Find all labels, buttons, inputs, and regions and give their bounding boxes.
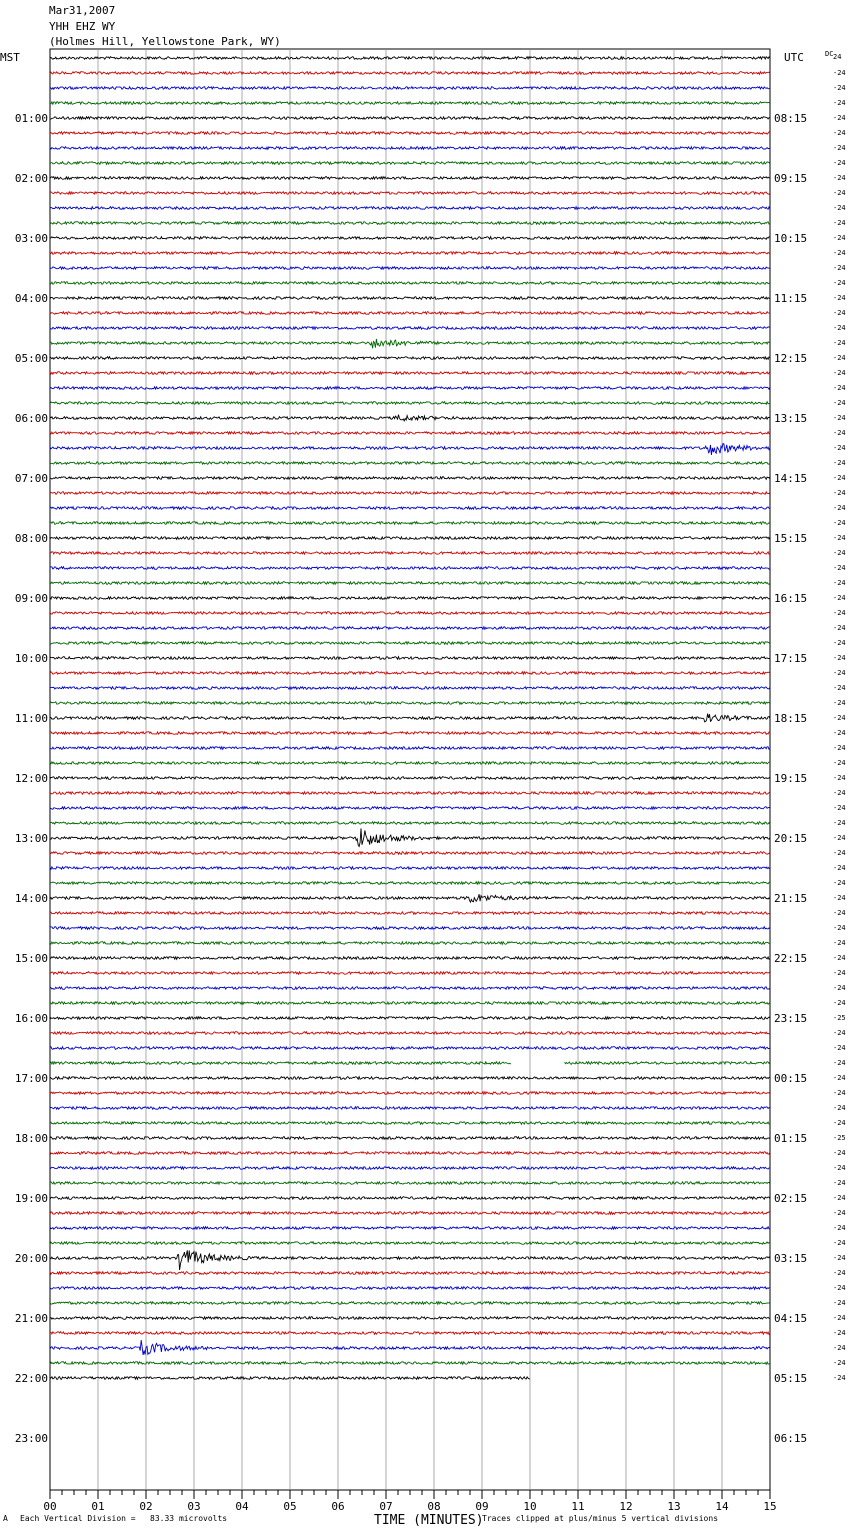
dc-offset-label: -24 <box>833 1194 846 1202</box>
dc-offset-label: -24 <box>833 399 846 407</box>
seismic-trace <box>50 1047 770 1050</box>
seismic-trace <box>50 162 770 165</box>
dc-offset-label: -24 <box>833 1164 846 1172</box>
seismic-trace <box>50 777 770 780</box>
right-hour-label: 18:15 <box>774 712 808 725</box>
dc-offset-label: -24 <box>833 1074 846 1082</box>
dc-offset-label: -24 <box>833 579 846 587</box>
right-hour-label: 23:15 <box>774 1012 808 1025</box>
dc-offset-label: -24 <box>833 309 846 317</box>
x-tick-label: 03 <box>187 1500 201 1513</box>
seismic-trace <box>50 1272 770 1275</box>
seismic-trace <box>50 282 770 285</box>
left-timezone-label: MST <box>0 51 20 64</box>
left-hour-label: 23:00 <box>14 1432 48 1445</box>
dc-offset-label: -24 <box>833 1209 846 1217</box>
dc-offset-label: -24 <box>833 594 846 602</box>
dc-offset-label: -24 <box>833 534 846 542</box>
dc-offset-label: -24 <box>833 1104 846 1112</box>
seismic-trace <box>50 762 770 765</box>
dc-offset-label: -24 <box>833 1044 846 1052</box>
seismic-trace <box>50 957 770 960</box>
dc-offset-label: -24 <box>833 1329 846 1337</box>
x-axis-title: TIME (MINUTES) <box>374 1513 484 1528</box>
dc-header-label: DC <box>825 50 834 58</box>
clip-note: Traces clipped at plus/minus 5 vertical divisions <box>482 1514 719 1523</box>
seismic-trace <box>50 1107 770 1110</box>
dc-offset-label: -24 <box>833 294 846 302</box>
seismic-trace <box>50 1167 770 1170</box>
dc-offset-label: -24 <box>833 549 846 557</box>
dc-offset-label: -24 <box>833 639 846 647</box>
dc-offset-label: -24 <box>833 384 846 392</box>
seismic-trace <box>50 552 770 555</box>
seismic-trace <box>50 387 770 390</box>
seismic-trace <box>50 1317 770 1320</box>
left-hour-label: 01:00 <box>14 112 48 125</box>
dc-offset-label: -24 <box>833 279 846 287</box>
dc-offset-label: -24 <box>833 804 846 812</box>
seismic-trace <box>50 912 770 915</box>
left-hour-label: 05:00 <box>14 352 48 365</box>
seismic-trace <box>50 102 770 105</box>
left-hour-label: 17:00 <box>14 1072 48 1085</box>
seismic-trace <box>50 237 770 240</box>
seismic-trace <box>50 987 770 990</box>
left-hour-label: 22:00 <box>14 1372 48 1385</box>
seismic-trace <box>50 192 770 195</box>
dc-offset-label: -24 <box>833 204 846 212</box>
dc-offset-label: -24 <box>833 1284 846 1292</box>
left-hour-label: 16:00 <box>14 1012 48 1025</box>
left-hour-label: 08:00 <box>14 532 48 545</box>
right-hour-label: 06:15 <box>774 1432 808 1445</box>
x-tick-label: 10 <box>523 1500 537 1513</box>
seismic-trace <box>50 1062 770 1065</box>
station-location: (Holmes Hill, Yellowstone Park, WY) <box>49 35 281 48</box>
right-timezone-label: UTC <box>784 51 804 64</box>
dc-offset-label: -24 <box>833 1374 846 1382</box>
dc-offset-label: -24 <box>833 834 846 842</box>
seismic-trace <box>50 252 770 255</box>
right-hour-label: 15:15 <box>774 532 808 545</box>
station-code: YHH EHZ WY <box>49 20 116 33</box>
seismic-trace <box>50 747 770 750</box>
right-hour-label: 00:15 <box>774 1072 808 1085</box>
seismic-trace <box>50 702 770 705</box>
seismic-trace <box>50 177 770 180</box>
dc-offset-label: -24 <box>833 114 846 122</box>
seismic-trace <box>50 1340 770 1355</box>
right-hour-label: 21:15 <box>774 892 808 905</box>
dc-offset-label: -24 <box>833 1029 846 1037</box>
seismic-trace <box>50 57 770 60</box>
right-hour-label: 13:15 <box>774 412 808 425</box>
dc-offset-label: -24 <box>833 774 846 782</box>
seismic-trace <box>50 867 770 870</box>
dc-offset-label: -24 <box>833 1119 846 1127</box>
left-hour-label: 14:00 <box>14 892 48 905</box>
dc-offset-label: -24 <box>833 369 846 377</box>
corner-mark: A <box>3 1514 8 1523</box>
seismic-trace <box>50 852 770 855</box>
seismic-trace <box>50 1077 770 1080</box>
seismic-trace <box>50 807 770 810</box>
x-tick-label: 02 <box>139 1500 153 1513</box>
dc-offset-label: -24 <box>833 219 846 227</box>
right-hour-label: 12:15 <box>774 352 808 365</box>
dc-offset-label: -24 <box>833 1254 846 1262</box>
x-tick-label: 08 <box>427 1500 441 1513</box>
dc-offset-label: -24 <box>833 1359 846 1367</box>
seismic-trace <box>50 582 770 585</box>
dc-offset-label: -24 <box>833 99 846 107</box>
seismic-trace <box>50 522 770 525</box>
x-tick-label: 14 <box>715 1500 729 1513</box>
right-hour-label: 11:15 <box>774 292 808 305</box>
left-hour-label: 06:00 <box>14 412 48 425</box>
seismic-trace <box>50 432 770 435</box>
seismic-trace <box>50 357 770 360</box>
left-hour-label: 19:00 <box>14 1192 48 1205</box>
dc-offset-label: -24 <box>833 654 846 662</box>
seismic-trace <box>50 462 770 465</box>
right-hour-label: 05:15 <box>774 1372 808 1385</box>
right-hour-label: 16:15 <box>774 592 808 605</box>
dc-offset-label: -24 <box>833 564 846 572</box>
seismic-trace <box>50 1017 770 1020</box>
dc-offset-label: -24 <box>833 1224 846 1232</box>
dc-offset-label: -24 <box>833 669 846 677</box>
dc-offset-label: -24 <box>833 1344 846 1352</box>
dc-offset-label: -24 <box>833 864 846 872</box>
x-tick-label: 12 <box>619 1500 633 1513</box>
right-hour-label: 10:15 <box>774 232 808 245</box>
right-hour-label: 04:15 <box>774 1312 808 1325</box>
dc-offset-label: -24 <box>833 729 846 737</box>
seismic-trace <box>50 1122 770 1125</box>
left-hour-label: 20:00 <box>14 1252 48 1265</box>
left-hour-label: 12:00 <box>14 772 48 785</box>
seismic-trace <box>50 117 770 120</box>
dc-offset-label: -24 <box>833 474 846 482</box>
seismic-trace <box>50 828 770 846</box>
seismic-trace <box>50 1242 770 1245</box>
seismic-trace <box>50 657 770 660</box>
seismic-trace <box>50 339 770 348</box>
left-hour-label: 11:00 <box>14 712 48 725</box>
dc-offset-label: -24 <box>833 324 846 332</box>
seismic-trace <box>50 1227 770 1230</box>
dc-offset-label: -24 <box>833 954 846 962</box>
seismic-trace <box>50 312 770 315</box>
dc-offset-label: -24 <box>833 699 846 707</box>
left-hour-label: 13:00 <box>14 832 48 845</box>
dc-offset-label: -24 <box>833 609 846 617</box>
dc-offset-label: -24 <box>833 1269 846 1277</box>
dc-offset-label: -24 <box>833 1299 846 1307</box>
seismic-trace <box>50 1092 770 1095</box>
dc-offset-label: -24 <box>833 339 846 347</box>
grid-layer <box>50 49 770 1499</box>
seismic-trace <box>50 642 770 645</box>
seismic-trace <box>50 792 770 795</box>
seismic-trace <box>50 597 770 600</box>
seismic-trace <box>50 1137 770 1140</box>
dc-offset-label: -24 <box>833 189 846 197</box>
dc-offset-label: -24 <box>833 744 846 752</box>
seismic-trace <box>50 1032 770 1035</box>
seismic-trace <box>50 207 770 210</box>
dc-offset-label: -24 <box>833 1059 846 1067</box>
seismic-trace <box>50 222 770 225</box>
vertical-division-note: Each Vertical Division = 83.33 microvolts <box>20 1514 228 1523</box>
seismic-trace <box>50 1332 770 1335</box>
x-tick-label: 05 <box>283 1500 297 1513</box>
dc-offset-label: -24 <box>833 1179 846 1187</box>
dc-offset-label: -24 <box>833 1239 846 1247</box>
dc-offset-label: -24 <box>833 459 846 467</box>
seismic-trace <box>50 687 770 690</box>
dc-offset-label: -24 <box>833 819 846 827</box>
x-tick-label: 13 <box>667 1500 681 1513</box>
right-hour-label: 20:15 <box>774 832 808 845</box>
seismic-trace <box>50 1197 770 1200</box>
right-hour-label: 01:15 <box>774 1132 808 1145</box>
left-hour-label: 10:00 <box>14 652 48 665</box>
x-tick-label: 11 <box>571 1500 585 1513</box>
seismic-trace <box>50 1182 770 1185</box>
x-tick-label: 04 <box>235 1500 249 1513</box>
x-tick-label: 01 <box>91 1500 105 1513</box>
dc-offset-label: -24 <box>833 939 846 947</box>
left-hour-label: 18:00 <box>14 1132 48 1145</box>
dc-offset-label: -24 <box>833 69 846 77</box>
seismic-trace <box>50 444 770 455</box>
right-hour-label: 08:15 <box>774 112 808 125</box>
dc-offset-label: -24 <box>833 174 846 182</box>
dc-offset-label: -24 <box>833 984 846 992</box>
left-hour-label: 09:00 <box>14 592 48 605</box>
dc-offset-label: -24 <box>833 624 846 632</box>
seismic-trace <box>50 927 770 930</box>
seismic-trace <box>50 415 770 421</box>
dc-offset-label: -24 <box>833 849 846 857</box>
dc-offset-label: -24 <box>833 159 846 167</box>
dc-offset-label: -24 <box>833 444 846 452</box>
seismic-trace <box>50 567 770 570</box>
seismic-trace <box>50 132 770 135</box>
dc-offset-label: -24 <box>833 234 846 242</box>
seismic-trace <box>50 267 770 270</box>
dc-offset-label: -24 <box>833 1089 846 1097</box>
dc-offset-label: -24 <box>833 879 846 887</box>
left-hour-label: 15:00 <box>14 952 48 965</box>
seismic-trace <box>50 732 770 735</box>
seismic-trace <box>50 537 770 540</box>
seismic-trace <box>50 1302 770 1305</box>
left-hour-label: 04:00 <box>14 292 48 305</box>
dc-offset-label: -24 <box>833 714 846 722</box>
dc-offset-label: -25 <box>833 1014 846 1022</box>
seismic-trace <box>50 507 770 510</box>
seismic-trace <box>50 477 770 480</box>
seismic-trace <box>50 1250 770 1270</box>
left-hour-label: 07:00 <box>14 472 48 485</box>
dc-offset-label: -24 <box>833 414 846 422</box>
seismic-trace <box>50 1152 770 1155</box>
dc-offset-label: -24 <box>833 504 846 512</box>
seismic-trace <box>50 894 770 902</box>
seismic-trace <box>50 402 770 405</box>
dc-offset-label: -24 <box>833 924 846 932</box>
seismic-trace <box>50 1002 770 1005</box>
right-hour-label: 02:15 <box>774 1192 808 1205</box>
dc-offset-label: -24 <box>833 999 846 1007</box>
right-hour-label: 22:15 <box>774 952 808 965</box>
seismic-trace <box>50 72 770 75</box>
seismic-trace <box>50 372 770 375</box>
seismic-trace <box>50 942 770 945</box>
dc-offset-label: 24 <box>833 53 842 61</box>
dc-offset-label: -24 <box>833 249 846 257</box>
seismic-trace <box>50 87 770 90</box>
right-hour-label: 19:15 <box>774 772 808 785</box>
dc-offset-label: -24 <box>833 519 846 527</box>
dc-offset-label: -24 <box>833 969 846 977</box>
x-tick-label: 00 <box>43 1500 57 1513</box>
seismic-trace <box>50 822 770 825</box>
right-hour-label: 09:15 <box>774 172 808 185</box>
dc-offset-label: -24 <box>833 909 846 917</box>
dc-offset-label: -25 <box>833 1134 846 1142</box>
seismic-trace <box>50 882 770 885</box>
dc-offset-label: -24 <box>833 429 846 437</box>
seismic-trace <box>50 672 770 675</box>
seismic-trace <box>50 327 770 330</box>
dc-offset-label: -24 <box>833 1149 846 1157</box>
dc-offset-label: -24 <box>833 759 846 767</box>
left-hour-label: 21:00 <box>14 1312 48 1325</box>
dc-offset-label: -24 <box>833 894 846 902</box>
seismic-trace <box>50 1362 770 1365</box>
dc-offset-label: -24 <box>833 129 846 137</box>
seismic-trace <box>50 297 770 300</box>
right-hour-label: 03:15 <box>774 1252 808 1265</box>
dc-offset-label: -24 <box>833 354 846 362</box>
dc-offset-label: -24 <box>833 264 846 272</box>
seismic-trace <box>50 1287 770 1290</box>
left-hour-label: 03:00 <box>14 232 48 245</box>
seismic-trace <box>50 714 770 722</box>
dc-offset-label: -24 <box>833 1314 846 1322</box>
left-hour-label: 02:00 <box>14 172 48 185</box>
plot-date: Mar31,2007 <box>49 4 116 17</box>
dc-offset-label: -24 <box>833 144 846 152</box>
right-hour-label: 17:15 <box>774 652 808 665</box>
seismic-trace <box>50 627 770 630</box>
seismic-trace <box>50 972 770 975</box>
x-tick-label: 07 <box>379 1500 393 1513</box>
dc-offset-label: -24 <box>833 789 846 797</box>
dc-offset-label: -24 <box>833 684 846 692</box>
dc-offset-label: -24 <box>833 489 846 497</box>
seismic-trace <box>50 612 770 615</box>
seismic-trace <box>50 1212 770 1215</box>
x-tick-label: 15 <box>763 1500 777 1513</box>
seismic-trace <box>50 147 770 150</box>
x-tick-label: 06 <box>331 1500 345 1513</box>
seismic-trace <box>50 492 770 495</box>
dc-offset-label: -24 <box>833 84 846 92</box>
right-hour-label: 14:15 <box>774 472 808 485</box>
x-tick-label: 09 <box>475 1500 489 1513</box>
trace-layer <box>50 57 770 1380</box>
